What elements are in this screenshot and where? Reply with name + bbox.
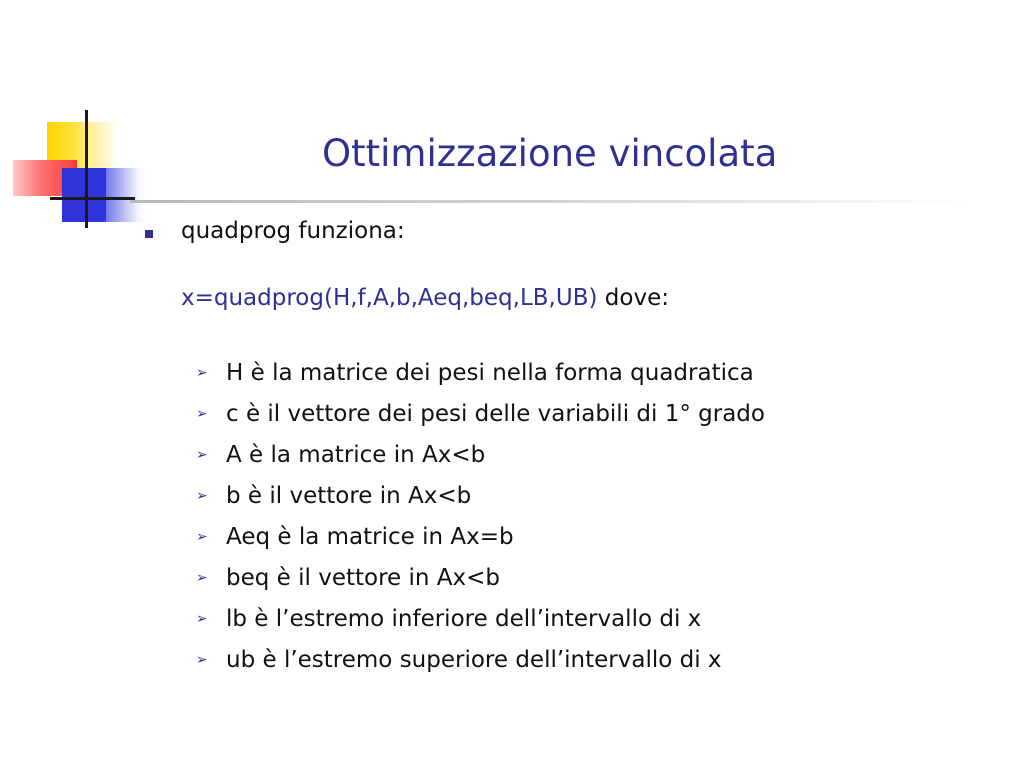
arrow-bullet-icon: ➢ — [196, 406, 208, 422]
logo-blue-fade — [106, 168, 146, 222]
bullet-text: quadprog funziona: — [181, 218, 405, 244]
arrow-bullet-icon: ➢ — [196, 570, 208, 586]
list-item-text: ub è l’estremo superiore dell’intervallo di x — [226, 647, 722, 673]
list-item-text: Aeq è la matrice in Ax=b — [226, 524, 514, 550]
arrow-bullet-icon: ➢ — [196, 365, 208, 381]
list-item-text: H è la matrice dei pesi nella forma quadratica — [226, 360, 754, 386]
list-item-text: c è il vettore dei pesi delle variabili di 1° grado — [226, 401, 765, 427]
logo-vertical-line — [85, 110, 88, 228]
list-item-text: A è la matrice in Ax<b — [226, 442, 486, 468]
formula-suffix: dove: — [597, 285, 669, 311]
arrow-bullet-icon: ➢ — [196, 447, 208, 463]
arrow-bullet-icon: ➢ — [196, 488, 208, 504]
list-item-text: b è il vettore in Ax<b — [226, 483, 472, 509]
title-divider — [130, 200, 970, 203]
arrow-bullet-icon: ➢ — [196, 611, 208, 627]
slide-title: Ottimizzazione vincolata — [322, 132, 778, 175]
logo-horizontal-line — [50, 197, 135, 200]
list-item-text: beq è il vettore in Ax<b — [226, 565, 500, 591]
quadprog-formula: x=quadprog(H,f,A,b,Aeq,beq,LB,UB) — [181, 285, 598, 311]
list-item-text: lb è l’estremo inferiore dell’intervallo di x — [226, 606, 702, 632]
arrow-bullet-icon: ➢ — [196, 652, 208, 668]
logo-blue-block — [62, 168, 106, 222]
logo-yellow-fade — [92, 122, 118, 168]
arrow-bullet-icon: ➢ — [196, 529, 208, 545]
square-bullet-icon — [145, 230, 153, 238]
formula-line — [181, 285, 669, 311]
